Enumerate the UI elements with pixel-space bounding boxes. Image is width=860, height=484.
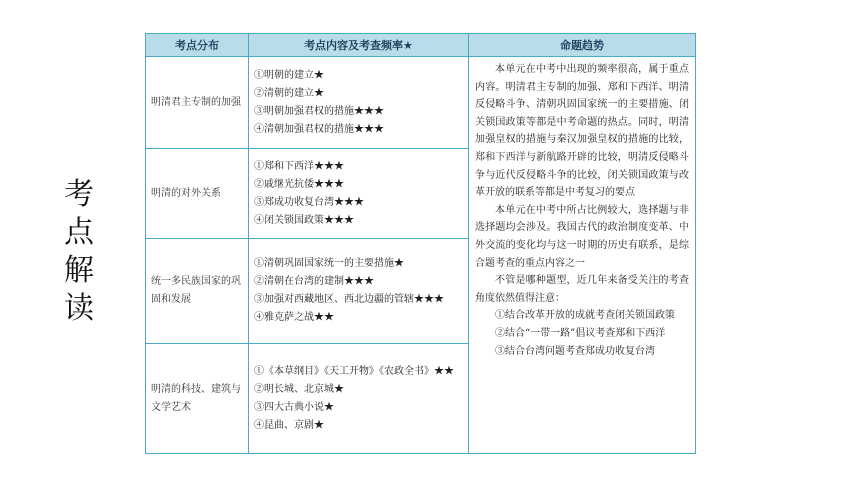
content-item: ①明朝的建立★ [254,69,324,81]
trend-paragraph: 不管是哪种题型，近几年来备受关注的考查角度依然值得注意： [475,275,689,304]
table-header-row [146,34,696,57]
content-item: ③明朝加强君权的措施★★★ [254,105,384,117]
side-title-char: 读 [64,291,94,326]
content-cell [249,239,469,344]
header-topic: 考点分布 [146,34,249,57]
topic-cell: 明清的对外关系 [146,149,249,239]
content-item: ①《本草纲目》《天工开物》《农政全书》★★ [254,365,454,377]
content-item: ②戚继光抗倭★★★ [254,178,344,190]
side-title-char: 解 [64,253,94,288]
content-cell [249,57,469,149]
trend-paragraph: 本单元在中考中所占比例较大，选择题与非选择题均会涉及。我国古代的政治制度变革、中外交流的变化均与这一时期的历史有联系，是综合题考查的重点内容之一 [475,204,689,269]
side-title-char: 考 [64,177,94,212]
trend-cell [469,57,696,454]
content-cell [249,344,469,454]
trend-paragraph: 本单元在中考中出现的频率很高，属于重点内容。明清君主专制的加强、郑和下西洋、明清反侵略斗争、清朝巩固国家统一的主要措施、闭关锁国政策等都是中考命题的热点。同时，明清加强皇权的措施与秦汉加强皇权的措施的比较，郑和下西洋与新航路开辟的比较，明清反侵略斗争与近代反侵略斗争的比较，闭关锁国政策与改革开放的联系等都是中考复习的要点 [475,64,689,199]
table-row [146,57,696,149]
topic-cell: 明清的科技、建筑与文学艺术 [146,344,249,454]
content-item: ④清朝加强君权的措施★★★ [254,123,384,135]
trend-paragraph: ③结合台湾问题考查郑成功收复台湾 [495,345,655,357]
content-item: ④闭关锁国政策★★★ [254,214,354,226]
content-item: ③郑成功收复台湾★★★ [254,196,364,208]
content-item: ②清朝在台湾的建制★★★ [254,276,374,287]
trend-paragraph: ②结合“一带一路”倡议考查郑和下西洋 [495,327,666,339]
content-item: ③加强对西藏地区、西北边疆的管辖★★★ [254,294,444,305]
content-item: ②明长城、北京城★ [254,383,344,395]
content-item: ④雅克萨之战★★ [254,312,334,323]
content-item: ③四大古典小说★ [254,401,334,413]
side-title [58,176,100,328]
content-item: ①郑和下西洋★★★ [254,160,344,172]
header-content: 考点内容及考查频率★ [249,34,469,57]
content-cell [249,149,469,239]
header-trend: 命题趋势 [469,34,696,57]
exam-points-table [145,33,695,452]
content-item: ①清朝巩固国家统一的主要措施★ [254,258,404,269]
content-item: ④昆曲、京剧★ [254,419,324,431]
content-item: ②清朝的建立★ [254,87,324,99]
topic-cell: 统一多民族国家的巩固和发展 [146,239,249,344]
trend-paragraph: ①结合改革开放的成就考查闭关锁国政策 [495,310,675,322]
topic-cell: 明清君主专制的加强 [146,57,249,149]
side-title-char: 点 [64,215,94,250]
